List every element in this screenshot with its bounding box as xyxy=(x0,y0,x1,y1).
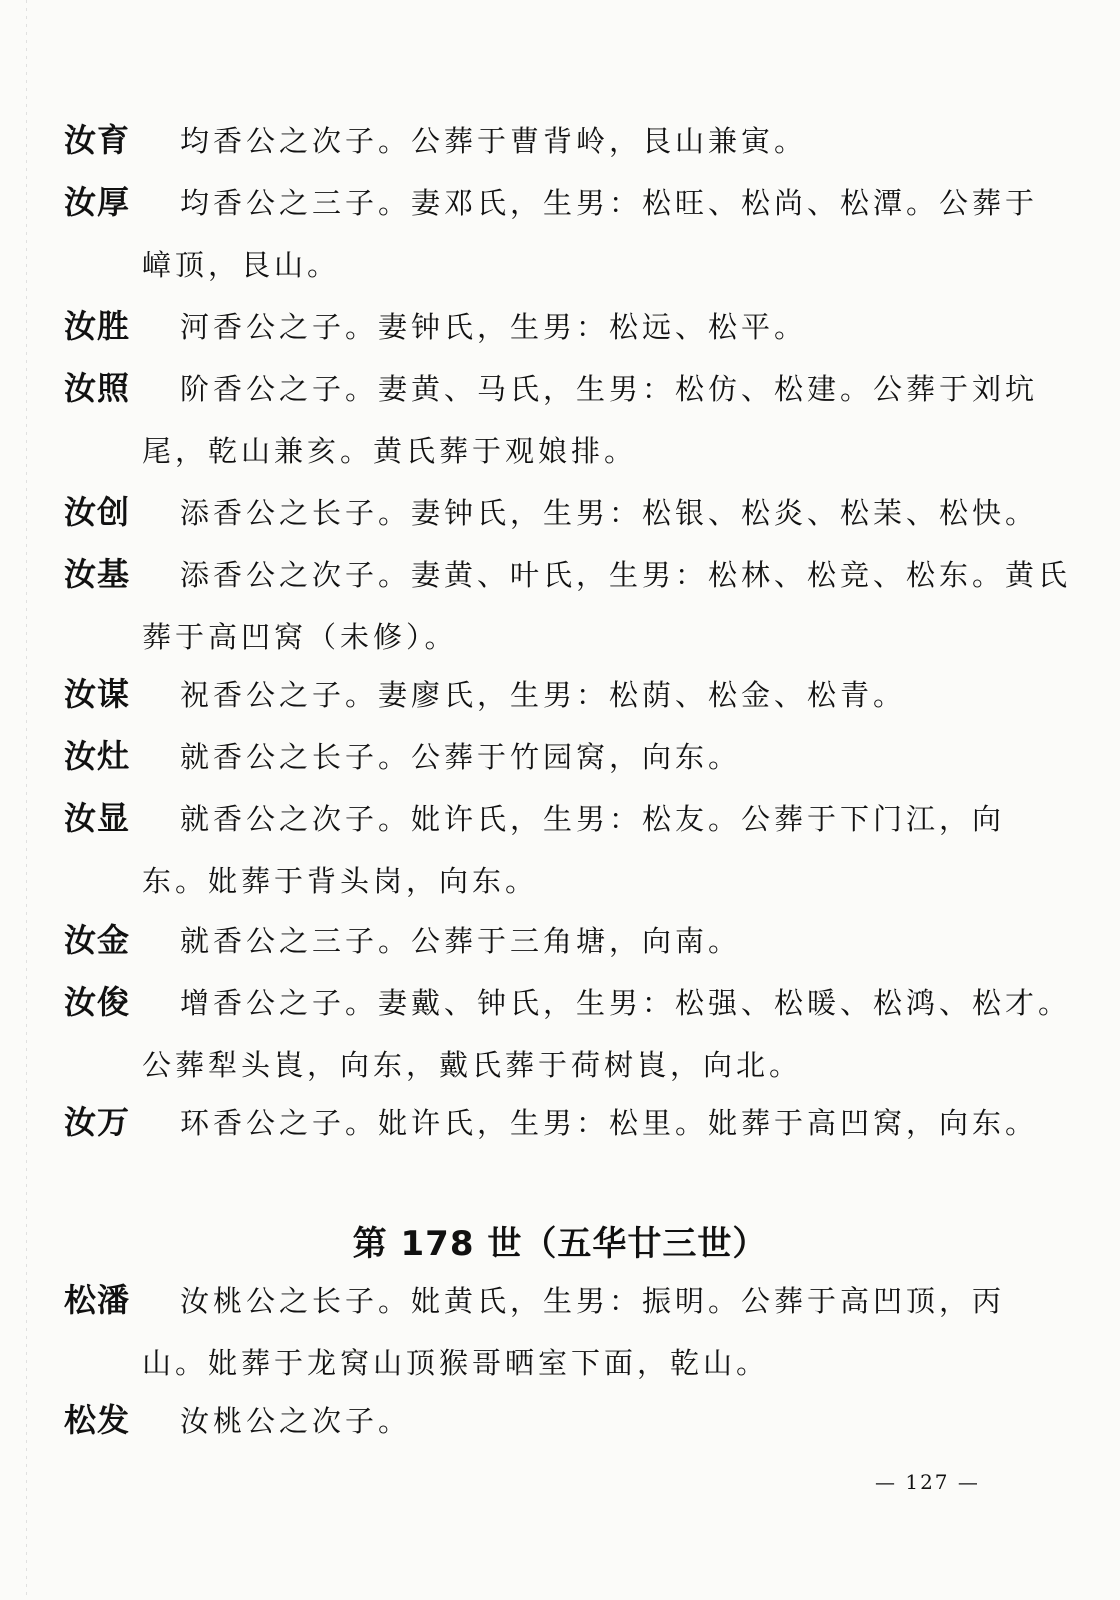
genealogy-entry xyxy=(64,1280,1009,1404)
entry-line-continued xyxy=(64,430,1009,492)
genealogy-entry xyxy=(64,736,1009,798)
entry-line xyxy=(64,554,1072,616)
genealogy-entry xyxy=(64,920,1009,982)
entry-text: 均香公之三子。妻邓氏，生男：松旺、松尚、松潭。公葬于 xyxy=(180,186,1039,220)
person-name: 汝胜 xyxy=(64,307,131,345)
genealogy-entry xyxy=(64,1400,1009,1462)
genealogy-entry xyxy=(64,674,1009,736)
person-name: 汝金 xyxy=(64,921,131,959)
person-name: 松发 xyxy=(64,1401,131,1439)
generation-heading: 第 178 世（五华廿三世） xyxy=(352,1224,768,1264)
genealogy-entry xyxy=(64,554,1072,678)
entry-text: 葬于高凹窝（未修）。 xyxy=(142,620,458,654)
genealogy-entry xyxy=(64,1102,1039,1164)
entry-line xyxy=(64,306,1009,368)
entry-text: 增香公之子。妻戴、钟氏，生男：松强、松暖、松鸿、松才。 xyxy=(180,986,1072,1020)
entry-line xyxy=(64,1400,1009,1462)
entry-text: 祝香公之子。妻廖氏，生男：松荫、松金、松青。 xyxy=(180,678,907,712)
genealogy-entry xyxy=(64,306,1009,368)
entry-line-continued xyxy=(64,244,1009,306)
page-number: — 127 — xyxy=(875,1470,980,1494)
entry-text: 环香公之子。妣许氏，生男：松里。妣葬于高凹窝，向东。 xyxy=(180,1106,1039,1140)
entry-text: 就香公之长子。公葬于竹园窝，向东。 xyxy=(180,740,742,774)
genealogy-entry xyxy=(64,492,1039,554)
person-name: 汝显 xyxy=(64,799,131,837)
entry-text: 均香公之次子。公葬于曹背岭，艮山兼寅。 xyxy=(180,124,808,158)
entry-line xyxy=(64,674,1009,736)
genealogy-entry xyxy=(64,982,1072,1106)
entry-line xyxy=(64,182,1039,244)
person-name: 汝创 xyxy=(64,493,131,531)
entry-line-continued xyxy=(64,1044,1009,1106)
person-name: 汝育 xyxy=(64,121,131,159)
person-name: 汝灶 xyxy=(64,737,131,775)
person-name: 汝基 xyxy=(64,555,131,593)
person-name: 汝照 xyxy=(64,369,131,407)
entry-line xyxy=(64,798,1009,860)
entry-text: 就香公之次子。妣许氏，生男：松友。公葬于下门江，向 xyxy=(180,802,1006,836)
entry-text: 山。妣葬于龙窝山顶猴哥晒室下面，乾山。 xyxy=(142,1346,770,1380)
entry-line-continued xyxy=(64,616,1009,678)
entry-line xyxy=(64,1280,1009,1342)
scan-margin-line xyxy=(26,0,27,1600)
entry-text: 阶香公之子。妻黄、马氏，生男：松仿、松建。公葬于刘坑 xyxy=(180,372,1039,406)
entry-text: 河香公之子。妻钟氏，生男：松远、松平。 xyxy=(180,310,808,344)
person-name: 汝万 xyxy=(64,1103,131,1141)
entry-line xyxy=(64,1102,1039,1164)
entry-line xyxy=(64,920,1009,982)
person-name: 松潘 xyxy=(64,1281,131,1319)
genealogy-entry xyxy=(64,798,1009,922)
person-name: 汝厚 xyxy=(64,183,131,221)
genealogy-entry xyxy=(64,182,1039,306)
entry-line xyxy=(64,492,1039,554)
entry-text: 汝桃公之长子。妣黄氏，生男：振明。公葬于高凹顶，丙 xyxy=(180,1284,1006,1318)
entry-line xyxy=(64,982,1072,1044)
entry-text: 汝桃公之次子。 xyxy=(180,1404,412,1438)
person-name: 汝谋 xyxy=(64,675,131,713)
genealogy-entry xyxy=(64,368,1039,492)
entry-text: 嶂顶，艮山。 xyxy=(142,248,341,282)
person-name: 汝俊 xyxy=(64,983,131,1021)
genealogy-entry xyxy=(64,120,1009,182)
entry-text: 东。妣葬于背头岗，向东。 xyxy=(142,864,539,898)
entry-text: 就香公之三子。公葬于三角塘，向南。 xyxy=(180,924,742,958)
entry-text: 添香公之长子。妻钟氏，生男：松银、松炎、松苿、松快。 xyxy=(180,496,1039,530)
entry-text: 添香公之次子。妻黄、叶氏，生男：松林、松竞、松东。黄氏 xyxy=(180,558,1072,592)
entry-line xyxy=(64,120,1009,182)
entry-line-continued xyxy=(64,860,1009,922)
entry-line xyxy=(64,736,1009,798)
entry-line xyxy=(64,368,1039,430)
entry-line-continued xyxy=(64,1342,1009,1404)
entry-text: 公葬犁头崀，向东，戴氏葬于荷树崀，向北。 xyxy=(142,1048,803,1082)
entry-text: 尾，乾山兼亥。黄氏葬于观娘排。 xyxy=(142,434,638,468)
